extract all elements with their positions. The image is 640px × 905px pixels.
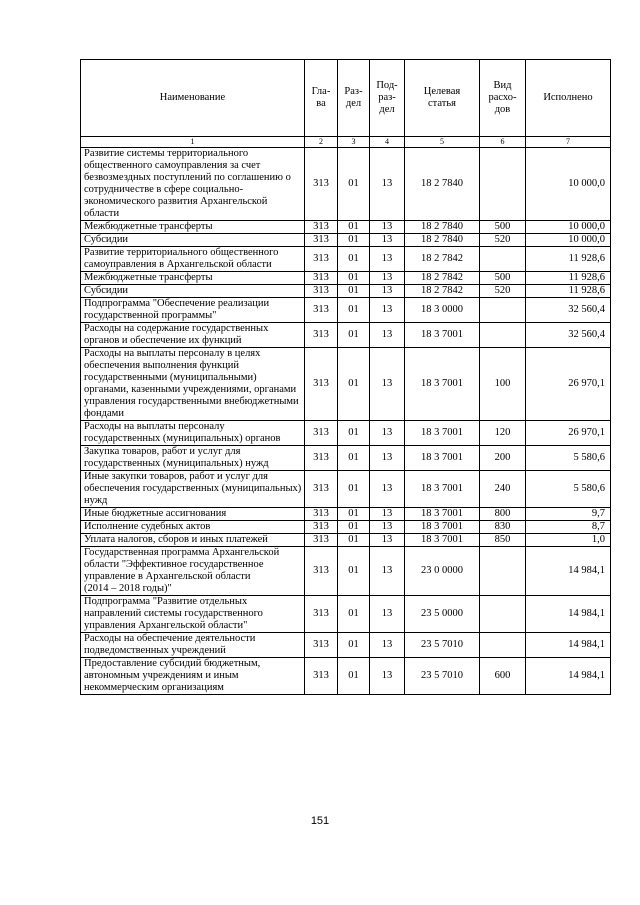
cell-glava: 313 [305,521,338,534]
table-row [81,247,611,272]
cell-ispolneno: 11 928,6 [526,285,611,298]
cell-name: Развитие системы территориального общественного самоуправления за счет безвозмездных поступлений по соглашению о сотрудничестве в сфере социально-экономического развития Архангельской области [81,148,305,221]
table-row [81,348,611,421]
cell-name: Иные бюджетные ассигнования [81,508,305,521]
cell-razdel: 01 [338,633,370,658]
cell-vid [480,148,526,221]
cell-glava: 313 [305,272,338,285]
cell-statya: 23 5 7010 [405,658,480,695]
cell-name: Уплата налогов, сборов и иных платежей [81,534,305,547]
cell-ispolneno: 10 000,0 [526,234,611,247]
cell-name: Закупка товаров, работ и услуг для государственных (муниципальных) нужд [81,446,305,471]
cell-statya: 18 2 7842 [405,247,480,272]
table-row [81,272,611,285]
cell-glava: 313 [305,148,338,221]
cell-glava: 313 [305,596,338,633]
cell-glava: 313 [305,298,338,323]
cell-razdel: 01 [338,298,370,323]
cell-ispolneno: 11 928,6 [526,272,611,285]
table-row [81,521,611,534]
cell-statya: 18 3 0000 [405,298,480,323]
header-vid-text: Вид расхо- дов [488,80,517,115]
cell-ispolneno: 5 580,6 [526,471,611,508]
cell-razdel: 01 [338,323,370,348]
table-row [81,508,611,521]
cell-razdel: 01 [338,658,370,695]
cell-podrazdel: 13 [370,521,405,534]
cell-name: Подпрограмма "Обеспечение реализации государственной программы" [81,298,305,323]
cell-name: Расходы на выплаты персоналу в целях обеспечения выполнения функций государственными (муниципальными) органами, казенными учреждениями, органами управления государственными внебюджетными фондами [81,348,305,421]
cell-vid: 830 [480,521,526,534]
cell-razdel: 01 [338,348,370,421]
table-row [81,285,611,298]
cell-name: Иные закупки товаров, работ и услуг для обеспечения государственных (муниципальных) нужд [81,471,305,508]
cell-statya: 18 3 7001 [405,348,480,421]
cell-glava: 313 [305,534,338,547]
cell-vid [480,323,526,348]
cell-statya: 18 3 7001 [405,534,480,547]
cell-razdel: 01 [338,421,370,446]
cell-glava: 313 [305,348,338,421]
cell-razdel: 01 [338,148,370,221]
cell-statya: 18 3 7001 [405,471,480,508]
table-row [81,421,611,446]
cell-statya: 23 0 0000 [405,547,480,596]
cell-glava: 313 [305,547,338,596]
table-row [81,234,611,247]
cell-podrazdel: 13 [370,421,405,446]
cell-name: Межбюджетные трансферты [81,272,305,285]
cell-name: Субсидии [81,234,305,247]
cell-razdel: 01 [338,285,370,298]
cell-podrazdel: 13 [370,298,405,323]
cell-vid: 800 [480,508,526,521]
cell-razdel: 01 [338,534,370,547]
cell-name: Предоставление субсидий бюджетным, автономным учреждениям и иным некоммерческим организациям [81,658,305,695]
cell-podrazdel: 13 [370,596,405,633]
cell-podrazdel: 13 [370,633,405,658]
column-number: 4 [370,137,405,148]
cell-glava: 313 [305,633,338,658]
cell-podrazdel: 13 [370,446,405,471]
cell-podrazdel: 13 [370,285,405,298]
page-number: 151 [310,815,330,827]
cell-glava: 313 [305,234,338,247]
cell-statya: 18 2 7840 [405,148,480,221]
cell-glava: 313 [305,471,338,508]
cell-vid: 120 [480,421,526,446]
cell-podrazdel: 13 [370,658,405,695]
cell-name: Межбюджетные трансферты [81,221,305,234]
cell-ispolneno: 32 560,4 [526,298,611,323]
cell-statya: 18 3 7001 [405,508,480,521]
cell-ispolneno: 26 970,1 [526,421,611,446]
cell-ispolneno: 1,0 [526,534,611,547]
cell-ispolneno: 26 970,1 [526,348,611,421]
cell-vid: 600 [480,658,526,695]
header-glava [305,60,338,137]
column-number: 6 [480,137,526,148]
cell-podrazdel: 13 [370,508,405,521]
cell-vid: 850 [480,534,526,547]
cell-name: Государственная программа Архангельской области "Эффективное государственное управление в Архангельской области (2014 – 2018 годы)" [81,547,305,596]
cell-razdel: 01 [338,272,370,285]
cell-statya: 18 3 7001 [405,521,480,534]
cell-podrazdel: 13 [370,221,405,234]
cell-razdel: 01 [338,247,370,272]
cell-ispolneno: 8,7 [526,521,611,534]
cell-ispolneno: 5 580,6 [526,446,611,471]
cell-razdel: 01 [338,508,370,521]
cell-podrazdel: 13 [370,323,405,348]
cell-glava: 313 [305,323,338,348]
cell-podrazdel: 13 [370,247,405,272]
cell-vid [480,633,526,658]
cell-razdel: 01 [338,221,370,234]
budget-table [80,59,611,695]
cell-podrazdel: 13 [370,547,405,596]
cell-statya: 18 3 7001 [405,446,480,471]
table-row [81,471,611,508]
cell-podrazdel: 13 [370,348,405,421]
table-row [81,633,611,658]
cell-ispolneno: 10 000,0 [526,148,611,221]
cell-name: Расходы на обеспечение деятельности подведомственных учреждений [81,633,305,658]
table-row [81,298,611,323]
cell-glava: 313 [305,221,338,234]
header-statya-text: Целевая статья [423,86,461,109]
cell-ispolneno: 14 984,1 [526,596,611,633]
cell-ispolneno: 14 984,1 [526,547,611,596]
header-statya [405,60,480,137]
table-row [81,658,611,695]
cell-ispolneno: 14 984,1 [526,633,611,658]
cell-vid [480,298,526,323]
header-podrazdel [370,60,405,137]
column-number: 7 [526,137,611,148]
cell-vid: 500 [480,221,526,234]
cell-ispolneno: 14 984,1 [526,658,611,695]
cell-vid: 520 [480,234,526,247]
cell-vid [480,596,526,633]
header-name: Наименование [81,60,305,137]
cell-name: Субсидии [81,285,305,298]
cell-statya: 18 2 7842 [405,285,480,298]
column-number-row [81,137,611,148]
cell-vid [480,547,526,596]
header-ispolneno: Исполнено [526,60,611,137]
header-podrazdel-text: Под- раз- дел [376,80,398,115]
header-razdel-text: Раз- дел [344,86,363,109]
header-glava-text: Гла- ва [311,86,331,109]
cell-ispolneno: 32 560,4 [526,323,611,348]
cell-glava: 313 [305,446,338,471]
cell-glava: 313 [305,658,338,695]
header-vid [480,60,526,137]
cell-podrazdel: 13 [370,234,405,247]
cell-podrazdel: 13 [370,148,405,221]
cell-name: Расходы на выплаты персоналу государственных (муниципальных) органов [81,421,305,446]
cell-statya: 23 5 0000 [405,596,480,633]
table-row [81,323,611,348]
table-row [81,534,611,547]
cell-vid [480,247,526,272]
cell-podrazdel: 13 [370,534,405,547]
table-body [81,148,611,695]
cell-glava: 313 [305,285,338,298]
column-number: 2 [305,137,338,148]
cell-statya: 23 5 7010 [405,633,480,658]
cell-ispolneno: 10 000,0 [526,221,611,234]
cell-razdel: 01 [338,446,370,471]
cell-razdel: 01 [338,547,370,596]
cell-glava: 313 [305,421,338,446]
cell-name: Развитие территориального общественного самоуправления в Архангельской области [81,247,305,272]
cell-statya: 18 2 7840 [405,234,480,247]
column-number: 5 [405,137,480,148]
cell-statya: 18 2 7840 [405,221,480,234]
table-row [81,221,611,234]
cell-vid: 500 [480,272,526,285]
cell-glava: 313 [305,247,338,272]
cell-razdel: 01 [338,521,370,534]
cell-podrazdel: 13 [370,272,405,285]
cell-name: Подпрограмма "Развитие отдельных направлений системы государственного управления Архангельской области" [81,596,305,633]
cell-name: Расходы на содержание государственных органов и обеспечение их функций [81,323,305,348]
header-row [81,60,611,137]
table-row [81,148,611,221]
column-number: 3 [338,137,370,148]
cell-statya: 18 3 7001 [405,323,480,348]
cell-ispolneno: 11 928,6 [526,247,611,272]
cell-statya: 18 3 7001 [405,421,480,446]
cell-razdel: 01 [338,471,370,508]
header-razdel [338,60,370,137]
cell-glava: 313 [305,508,338,521]
table-row [81,596,611,633]
column-number: 1 [81,137,305,148]
cell-statya: 18 2 7842 [405,272,480,285]
cell-vid: 100 [480,348,526,421]
cell-vid: 240 [480,471,526,508]
cell-razdel: 01 [338,234,370,247]
cell-vid: 200 [480,446,526,471]
cell-razdel: 01 [338,596,370,633]
table-row [81,446,611,471]
cell-name: Исполнение судебных актов [81,521,305,534]
table-row [81,547,611,596]
cell-ispolneno: 9,7 [526,508,611,521]
cell-podrazdel: 13 [370,471,405,508]
cell-vid: 520 [480,285,526,298]
